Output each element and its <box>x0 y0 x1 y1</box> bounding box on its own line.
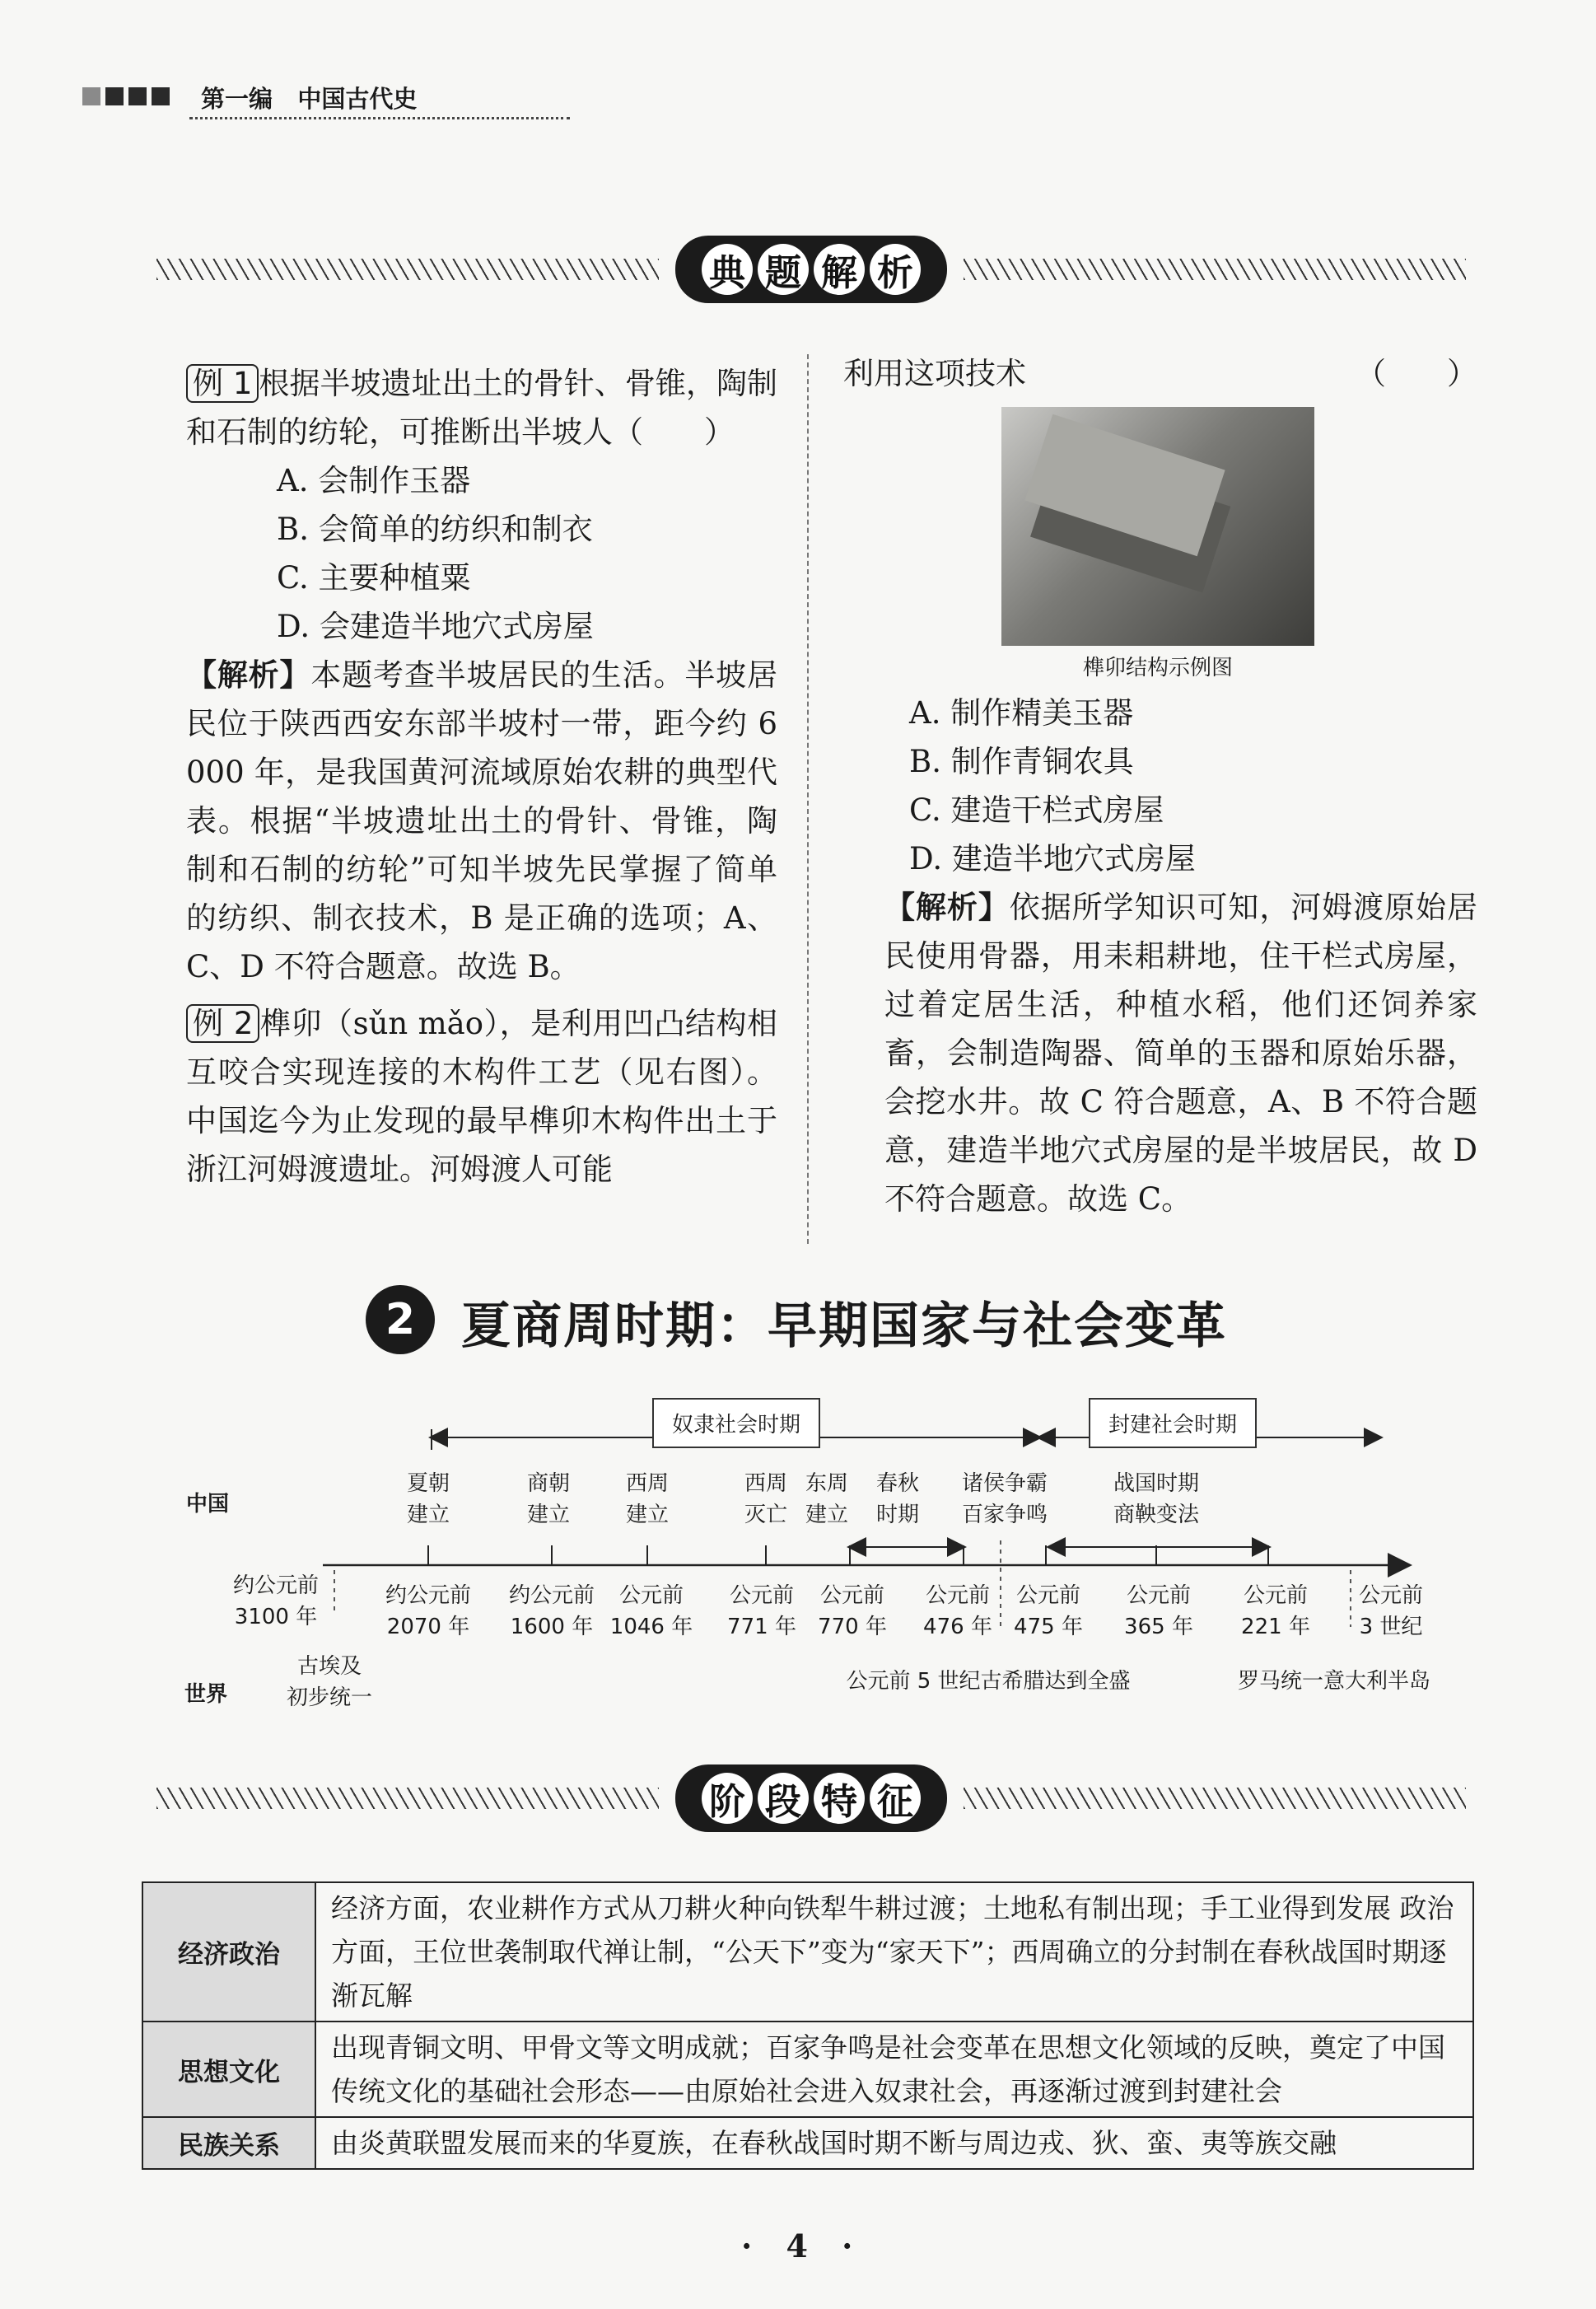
banner-stage-features <box>156 1764 1466 1839</box>
timeline-date: 公元前 771 年 <box>727 1583 796 1639</box>
timeline-date: 公元前 365 年 <box>1124 1583 1193 1639</box>
header-squares <box>82 87 170 105</box>
right-column-bottom <box>843 689 1477 1223</box>
world-event: 罗马统一意大利半岛 <box>1237 1669 1430 1694</box>
world-event: 公元前 5 世纪古希腊达到全盛 <box>846 1669 1131 1694</box>
timeline-date: 约公元前 2070 年 <box>385 1583 471 1639</box>
china-event: 东周 建立 <box>805 1471 848 1527</box>
example2-option: D. 建造半地穴式房屋 <box>909 841 1196 876</box>
timeline-date: 公元前 770 年 <box>818 1583 887 1639</box>
example1-question: 根据半坡遗址出土的骨针、骨锥，陶制和石制的纺轮，可推断出半坡人（ ） <box>186 366 777 450</box>
column-divider <box>807 354 809 1244</box>
banner-typical-questions <box>156 236 1466 310</box>
chapter-title: 夏商周时期：早期国家与社会变革 <box>461 1297 1227 1355</box>
banner1-char: 解 <box>814 244 865 295</box>
banner2-char: 段 <box>758 1773 809 1824</box>
banner2-char: 特 <box>814 1773 865 1824</box>
row-label-china: 中国 <box>186 1492 230 1517</box>
row-label-world: 世界 <box>184 1682 228 1707</box>
example1-analysis: 本题考查半坡居民的生活。半坡居民位于陕西西安东部半坡村一带，距今约 6 000 年，是我国黄河流域原始农耕的典型代表。根据“半坡遗址出土的骨针、骨锥，陶制和石制的纺轮”可知半坡先民掌握了简单的纺织、制衣技术，B 是正确的选项；A、C、D 不符合题意。故选 B。 <box>186 657 778 984</box>
example1-option: C. 主要种植粟 <box>277 560 471 596</box>
example2-question-part2: 利用这项技术 <box>843 356 1026 391</box>
example2-option: A. 制作精美玉器 <box>909 695 1134 731</box>
china-event: 西周 建立 <box>625 1471 669 1527</box>
timeline-date: 公元前 3 世纪 <box>1358 1583 1423 1639</box>
row-head: 思想文化 <box>142 2022 315 2117</box>
timeline-date: 约公元前 3100 年 <box>232 1573 319 1629</box>
china-event: 诸侯争霸 百家争鸣 <box>961 1471 1048 1527</box>
banner2-char: 征 <box>870 1773 921 1824</box>
period-feudal-society: 封建社会时期 <box>1089 1398 1257 1448</box>
example2-option: C. 建造干栏式房屋 <box>909 792 1164 828</box>
running-header <box>201 81 417 115</box>
example1-option: D. 会建造半地穴式房屋 <box>277 609 594 644</box>
timeline-date: 公元前 1046 年 <box>609 1583 693 1639</box>
axis-ticks <box>428 1545 1268 1565</box>
row-content: 出现青铜文明、甲骨文等文明成就；百家争鸣是社会变革在思想文化领域的反映，奠定了中国传统文化的基础社会形态——由原始社会进入奴隶社会，再逐渐过渡到封建社会 <box>315 2022 1473 2117</box>
table-row <box>142 1882 1473 2022</box>
timeline-date: 约公元前 1600 年 <box>508 1583 595 1639</box>
header-rule <box>189 117 570 119</box>
mortise-tenon-image <box>1001 407 1314 646</box>
example2-tag: 例 2 <box>186 1004 259 1043</box>
banner1-char: 典 <box>702 244 753 295</box>
image-caption: 榫卯结构示例图 <box>1082 656 1233 680</box>
example1-tag: 例 1 <box>186 364 259 403</box>
banner1-char: 题 <box>758 244 809 295</box>
example2-question-part1: 榫卯（sǔn mǎo），是利用凹凸结构相互咬合实现连接的木构件工艺（见右图）。中国迄今为止发现的最早榫卯木构件出土于浙江河姆渡遗址。河姆渡人可能 <box>186 1006 777 1187</box>
timeline-date: 公元前 475 年 <box>1014 1583 1083 1639</box>
world-event: 古埃及 初步统一 <box>286 1654 372 1710</box>
row-content: 经济方面，农业耕作方式从刀耕火种向铁犁牛耕过渡；土地私有制出现；手工业得到发展 政治方面，王位世袭制取代禅让制，“公天下”变为“家天下”；西周确立的分封制在春秋战国时期逐渐瓦解 <box>315 1882 1473 2022</box>
example2-analysis-tag: 【解析】 <box>884 889 1010 925</box>
timeline-date: 公元前 476 年 <box>923 1583 992 1639</box>
stage-features-table <box>142 1881 1474 2170</box>
china-event: 商朝 建立 <box>526 1471 570 1527</box>
china-event: 春秋 时期 <box>875 1471 919 1527</box>
period-slave-society: 奴隶社会时期 <box>652 1398 820 1448</box>
example1-option: B. 会简单的纺织和制衣 <box>277 512 593 547</box>
header-title: 中国古代史 <box>297 85 418 113</box>
table-row <box>142 2117 1473 2169</box>
example2-bracket: （ ） <box>1356 356 1477 391</box>
banner2-char: 阶 <box>702 1773 753 1824</box>
timeline-date: 公元前 221 年 <box>1241 1583 1310 1639</box>
banner1-char: 析 <box>870 244 921 295</box>
table-row <box>142 2022 1473 2117</box>
china-event: 战国时期 商鞅变法 <box>1113 1471 1199 1527</box>
row-head: 民族关系 <box>142 2117 315 2169</box>
example2-analysis: 依据所学知识可知，河姆渡原始居民使用骨器，用耒耜耕地，住干栏式房屋，过着定居生活，种植水稻，他们还饲养家畜，会制造陶器、简单的玉器和原始乐器，会挖水井。故 C 符合题意，A、B 不符合题意，建造半地穴式房屋的是半坡居民，故 D 不符合题意。故选 C。 <box>884 890 1478 1217</box>
china-event: 西周 灭亡 <box>744 1471 787 1527</box>
example1-analysis-tag: 【解析】 <box>186 657 311 693</box>
china-event: 夏朝 建立 <box>406 1471 450 1527</box>
example2-option: B. 制作青铜农具 <box>909 744 1134 779</box>
row-head: 经济政治 <box>142 1882 315 2022</box>
chapter-number: 2 <box>366 1285 435 1354</box>
right-column-top <box>843 349 1477 398</box>
header-section: 第一编 <box>201 85 273 113</box>
page-number: · 4 · <box>741 2227 865 2265</box>
example1-option: A. 会制作玉器 <box>277 463 471 498</box>
left-column <box>145 359 777 1194</box>
row-content: 由炎黄联盟发展而来的华夏族，在春秋战国时期不断与周边戎、狄、蛮、夷等族交融 <box>315 2117 1473 2169</box>
